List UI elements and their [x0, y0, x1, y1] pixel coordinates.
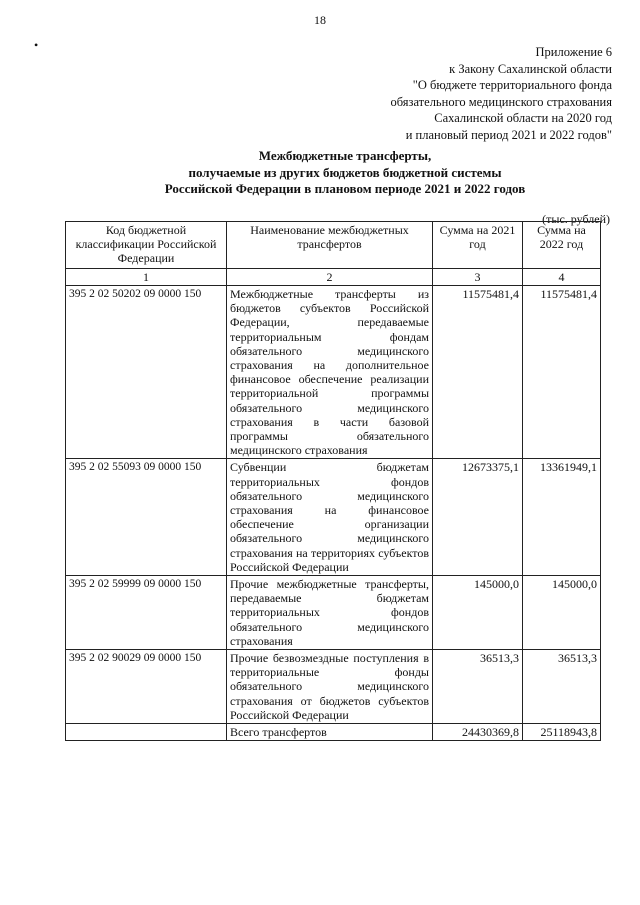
- column-number: 3: [433, 269, 523, 286]
- table-row: [66, 459, 601, 576]
- row-code: 395 2 02 90029 09 0000 150: [66, 650, 227, 724]
- row-sum-2022: 36513,3: [523, 650, 601, 724]
- row-sum-2022: 11575481,4: [523, 286, 601, 459]
- title-line: Российской Федерации в плановом периоде 2021 и 2022 годов: [164, 181, 526, 196]
- row-sum-2021: 36513,3: [433, 650, 523, 724]
- appendix-line: и плановый период 2021 и 2022 годов": [405, 127, 612, 142]
- appendix-line: обязательного медицинского страхования: [390, 94, 612, 109]
- column-number: 1: [66, 269, 227, 286]
- appendix-line: Сахалинской области на 2020 год: [434, 111, 612, 126]
- title-line: получаемые из других бюджетов бюджетной системы: [188, 164, 502, 180]
- header-sum-2022: Сумма на 2022 год: [523, 222, 601, 269]
- row-sum-2022: 145000,0: [523, 576, 601, 650]
- column-number: 4: [523, 269, 601, 286]
- column-number-row: [66, 269, 601, 286]
- row-code: 395 2 02 59999 09 0000 150: [66, 576, 227, 650]
- title-line: Межбюджетные трансферты,: [258, 148, 432, 163]
- total-label: Всего трансфертов: [227, 724, 433, 741]
- total-sum-2021: 24430369,8: [433, 724, 523, 741]
- table-row: [66, 286, 601, 459]
- table-row: [66, 576, 601, 650]
- header-sum-2021: Сумма на 2021 год: [433, 222, 523, 269]
- row-sum-2021: 12673375,1: [433, 459, 523, 576]
- units-note: (тыс. рублей): [542, 212, 610, 226]
- row-name: Прочие межбюджетные трансферты, передаваемые бюджетам территориальных фондов обязательного медицинского страхования: [227, 576, 433, 650]
- column-number: 2: [227, 269, 433, 286]
- row-sum-2022: 13361949,1: [523, 459, 601, 576]
- total-code-cell: [66, 724, 227, 741]
- table-header-row: [66, 222, 601, 269]
- total-row: [66, 724, 601, 741]
- appendix-line: Приложение 6: [535, 45, 612, 59]
- row-name: Субвенции бюджетам территориальных фондов обязательного медицинского страхования на финансовое обеспечение организации обязательного медицинского страхования на территориях субъектов Российской Федерации: [227, 459, 433, 576]
- row-sum-2021: 11575481,4: [433, 286, 523, 459]
- row-name: Межбюджетные трансферты из бюджетов субъектов Российской Федерации, передаваемые территориальным фондам обязательного медицинского страхования на дополнительное финансовое обеспечение реализации территориальной программы обязательного медицинского страхования в части базовой программы обязательного медицинского страхования: [227, 286, 433, 459]
- margin-mark: •: [34, 38, 39, 52]
- appendix-line: к Закону Сахалинской области: [449, 61, 612, 76]
- page-number: 18: [314, 13, 326, 27]
- header-code: Код бюджетной классификации Российской Федерации: [66, 222, 227, 269]
- row-code: 395 2 02 50202 09 0000 150: [66, 286, 227, 459]
- row-name: Прочие безвозмездные поступления в территориальные фонды обязательного медицинского страхования от бюджетов субъектов Российской Федерации: [227, 650, 433, 724]
- header-name: Наименование межбюджетных трансфертов: [227, 222, 433, 269]
- row-code: 395 2 02 55093 09 0000 150: [66, 459, 227, 576]
- row-sum-2021: 145000,0: [433, 576, 523, 650]
- total-sum-2022: 25118943,8: [523, 724, 601, 741]
- document-title: [120, 148, 570, 198]
- table-row: [66, 650, 601, 724]
- transfers-table: [65, 221, 601, 741]
- appendix-line: "О бюджете территориального фонда: [412, 78, 612, 93]
- appendix-caption: [390, 44, 612, 144]
